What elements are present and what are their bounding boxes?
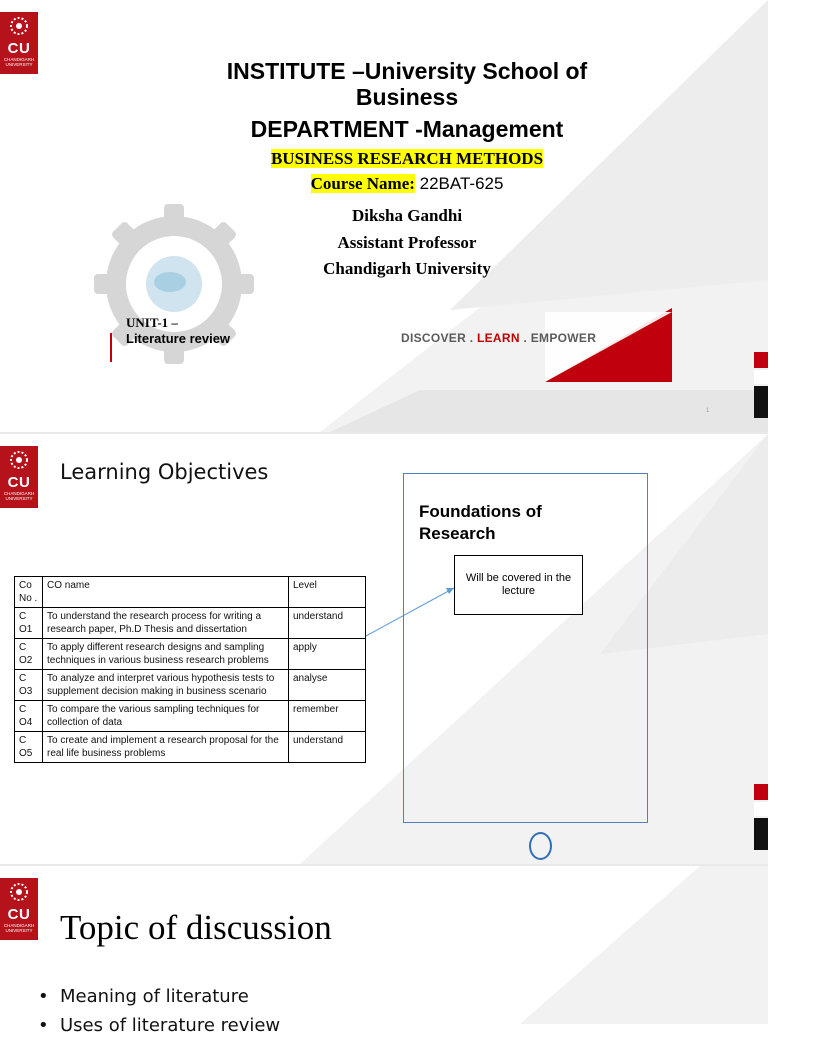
table-row [15, 701, 366, 732]
unit-label [126, 315, 230, 347]
logo-subtext-line1: CHANDIGARH [3, 57, 35, 62]
table-cell: To create and implement a research proposal for the real life business problems [43, 732, 289, 763]
cu-logo [0, 878, 38, 940]
course-outcomes-table [14, 576, 366, 763]
table-header-row [15, 577, 366, 608]
logo-emblem-icon [0, 12, 38, 42]
table-cell: C O1 [15, 608, 43, 639]
frame-title: Foundations of Research [419, 502, 542, 543]
logo-text: CU [7, 40, 31, 57]
instructor-block [0, 203, 814, 283]
table-cell: C O5 [15, 732, 43, 763]
table-cell: To understand the research process for writing a research paper, Ph.D Thesis and dissertation [43, 608, 289, 639]
table-cell: analyse [289, 670, 366, 701]
header-cell: Level [289, 577, 366, 608]
institute-line2: Business [355, 84, 459, 110]
instructor-designation: Assistant Professor [337, 232, 477, 252]
side-tab-gear-icon [754, 802, 768, 816]
tagline-learn: LEARN [476, 331, 520, 345]
callout-box [454, 555, 583, 615]
topic-list [38, 982, 280, 1040]
logo-subtext [0, 491, 38, 501]
logo-emblem-icon [0, 446, 38, 476]
logo-text: CU [7, 906, 31, 923]
tagline [401, 331, 596, 345]
department-title: DEPARTMENT -Management [250, 116, 564, 142]
side-tab-black [754, 386, 768, 418]
course-code: 22BAT-625 [419, 174, 504, 193]
page-number: 1 [706, 408, 710, 414]
circle-shape [529, 832, 552, 860]
subject-title [0, 149, 814, 169]
logo-subtext [0, 923, 38, 933]
table-cell: To compare the various sampling techniques for collection of data [43, 701, 289, 732]
logo-subtext-line2: UNIVERSITY [5, 928, 33, 933]
table-row [15, 608, 366, 639]
table-row [15, 639, 366, 670]
header-cell: CO name [43, 577, 289, 608]
side-tab-black [754, 818, 768, 850]
logo-text: CU [7, 474, 31, 491]
slide-title: Topic of discussion [60, 908, 332, 947]
table-cell: C O2 [15, 639, 43, 670]
title-slide [0, 0, 768, 432]
logo-subtext-line2: UNIVERSITY [5, 496, 33, 501]
table-body [15, 577, 366, 763]
table-cell: C O3 [15, 670, 43, 701]
side-tab-red [754, 784, 768, 800]
side-tab-gear-icon [754, 370, 768, 384]
unit-accent-bar [110, 333, 112, 362]
learning-objectives-slide [0, 434, 768, 864]
course-name [0, 174, 814, 194]
table-cell: understand [289, 608, 366, 639]
cu-logo [0, 446, 38, 508]
table-cell: understand [289, 732, 366, 763]
tagline-empower: . EMPOWER [519, 331, 597, 345]
slide-title: Learning Objectives [60, 460, 269, 484]
header-cell: Co No . [15, 577, 43, 608]
unit-line2: Literature review [126, 331, 231, 346]
list-item: • Meaning of literature [38, 982, 280, 1011]
topic-slide [0, 866, 768, 1036]
logo-emblem-icon [0, 878, 38, 908]
table-row [15, 732, 366, 763]
table-cell: remember [289, 701, 366, 732]
table-cell: To apply different research designs and sampling techniques in various business research problems [43, 639, 289, 670]
table-row [15, 670, 366, 701]
course-label: Course Name: [310, 174, 415, 193]
institute-line1: INSTITUTE –University School of [226, 58, 588, 84]
unit-line1: UNIT-1 – [126, 315, 178, 330]
logo-subtext-line2: UNIVERSITY [5, 62, 33, 67]
logo-subtext-line1: CHANDIGARH [3, 923, 35, 928]
instructor-university: Chandigarh University [323, 259, 491, 278]
logo-subtext-line1: CHANDIGARH [3, 491, 35, 496]
list-item: • Uses of literature review [38, 1011, 280, 1040]
table-cell: apply [289, 639, 366, 670]
table-cell: C O4 [15, 701, 43, 732]
subject-text: BUSINESS RESEARCH METHODS [270, 149, 544, 168]
tagline-discover: DISCOVER . [401, 331, 477, 345]
institute-title [0, 58, 814, 110]
instructor-name: Diksha Gandhi [351, 206, 463, 225]
side-tab-red [754, 352, 768, 368]
table-cell: To analyze and interpret various hypothesis tests to supplement decision making in business scenario [43, 670, 289, 701]
callout-text: Will be covered in the lecture [465, 572, 572, 597]
